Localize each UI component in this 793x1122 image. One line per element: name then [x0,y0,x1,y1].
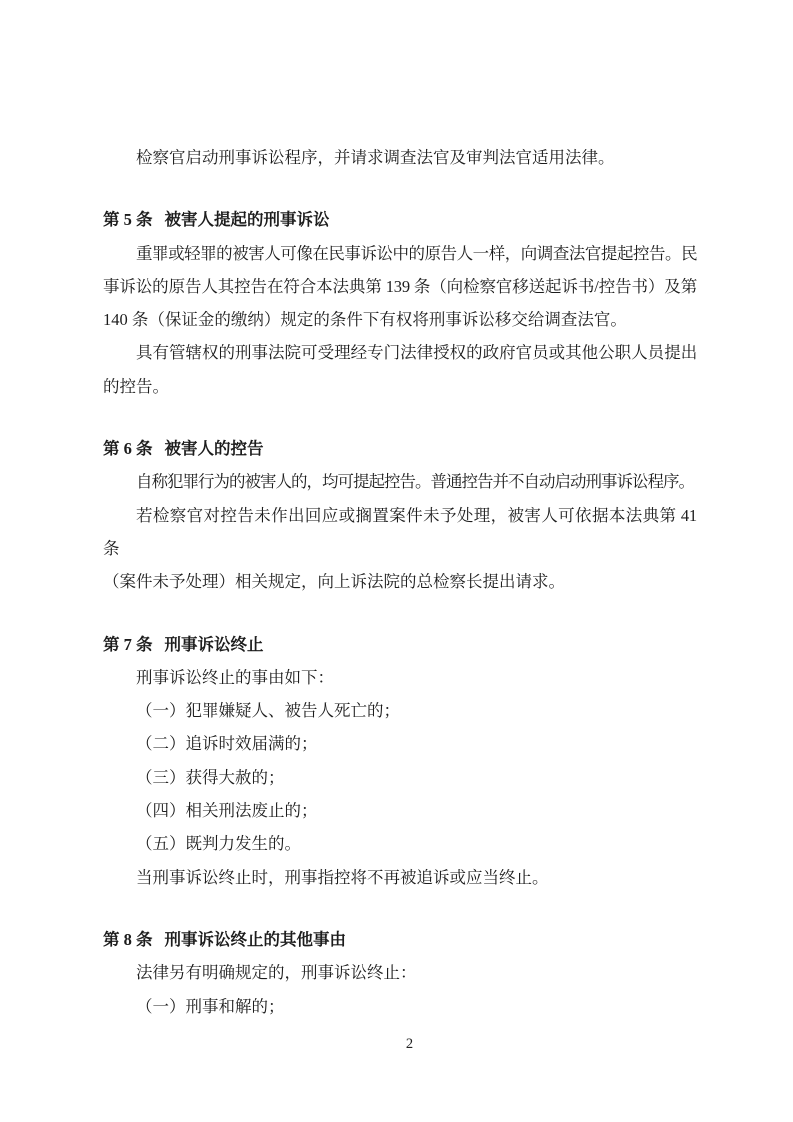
article-number: 第 5 条 [103,210,153,230]
list-item: （五）既判力发生的。 [136,834,301,854]
paragraph-line: 若检察官对控告未作出回应或搁置案件未予处理，被害人可依据本法典第 41 条 [103,505,697,558]
article-title: 被害人提起的刑事诉讼 [164,210,330,230]
paragraph-line: 重罪或轻罪的被害人可像在民事诉讼中的原告人一样，向调查法官提起控告。民 [136,243,697,263]
article-title: 刑事诉讼终止 [164,634,264,654]
paragraph-line: 事诉讼的原告人其控告在符合本法典第 139 条（向检察官移送起诉书/控告书）及第 [103,276,697,296]
list-item: （一）刑事和解的； [136,996,285,1016]
paragraph-line: 自称犯罪行为的被害人的，均可提起控告。普通控告并不自动启动刑事诉讼程序。 [136,472,694,492]
paragraph-line: （案件未予处理）相关规定，向上诉法院的总检察长提出请求。 [103,572,565,592]
article-heading-5 [103,203,697,236]
article-heading-8 [103,923,697,956]
paragraph-line: 140 条（保证金的缴纳）规定的条件下有权将刑事诉讼移交给调查法官。 [103,310,627,330]
article-number: 第 8 条 [103,929,153,949]
paragraph-line: 的控告。 [103,376,169,396]
paragraph-line: 刑事诉讼终止的事由如下： [136,667,334,687]
list-item: （四）相关刑法废止的； [136,801,318,821]
list-item: （二）追诉时效届满的； [136,734,318,754]
list-item: （一）犯罪嫌疑人、被告人死亡的； [136,701,400,721]
paragraph-line: 具有管辖权的刑事法院可受理经专门法律授权的政府官员或其他公职人员提出 [136,343,697,363]
page-number: 2 [405,1036,414,1052]
article-title: 刑事诉讼终止的其他事由 [164,929,346,949]
article-number: 第 7 条 [103,634,153,654]
paragraph-line: 法律另有明确规定的，刑事诉讼终止： [136,963,417,983]
article-heading-6 [103,432,697,465]
paragraph-line: 检察官启动刑事诉讼程序，并请求调查法官及审判法官适用法律。 [136,148,615,167]
paragraph-line: 当刑事诉讼终止时，刑事指控将不再被追诉或应当终止。 [136,867,549,887]
article-heading-7 [103,628,697,661]
article-title: 被害人的控告 [164,439,264,459]
article-number: 第 6 条 [103,439,153,459]
list-item: （三）获得大赦的； [136,767,285,787]
